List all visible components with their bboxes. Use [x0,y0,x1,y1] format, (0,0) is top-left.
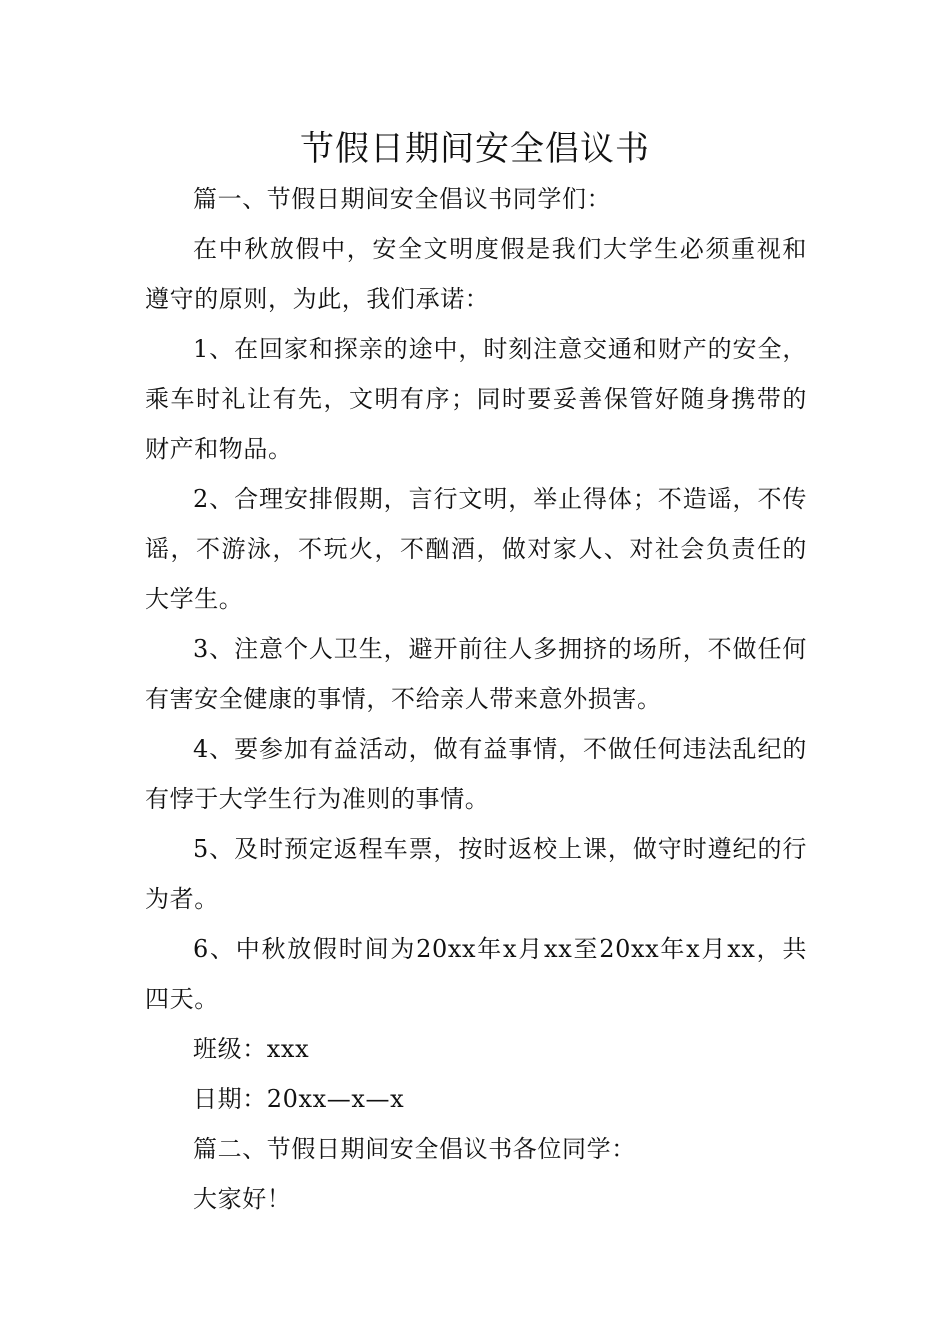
section-heading-2: 篇二、节假日期间安全倡议书各位同学： [193,1135,636,1163]
item-6-paragraph: 6、中秋放假时间为20xx年x月xx至20xx年x月xx，共四天。 [145,935,807,1013]
intro-paragraph: 在中秋放假中，安全文明度假是我们大学生必须重视和遵守的原则，为此，我们承诺： [145,235,807,313]
section-heading-1: 篇一、节假日期间安全倡议书同学们： [193,185,612,213]
item-2-paragraph: 2、合理安排假期，言行文明，举止得体；不造谣，不传谣，不游泳，不玩火，不酗酒，做对家人、对社会负责任的大学生。 [145,485,807,613]
date-line: 日期：20xx—x—x [193,1085,405,1113]
item-3-paragraph: 3、注意个人卫生，避开前往人多拥挤的场所，不做任何有害安全健康的事情，不给亲人带来意外损害。 [145,635,807,713]
document-body [145,174,807,1224]
item-1-paragraph: 1、在回家和探亲的途中，时刻注意交通和财产的安全，乘车时礼让有先，文明有序；同时要妥善保管好随身携带的财产和物品。 [145,335,807,463]
class-line: 班级：xxx [193,1035,310,1063]
greeting-line: 大家好！ [193,1185,292,1213]
document-title: 节假日期间安全倡议书 [300,129,650,169]
item-5-paragraph: 5、及时预定返程车票，按时返校上课，做守时遵纪的行为者。 [145,835,807,913]
item-4-paragraph: 4、要参加有益活动，做有益事情，不做任何违法乱纪的有悖于大学生行为准则的事情。 [145,735,807,813]
